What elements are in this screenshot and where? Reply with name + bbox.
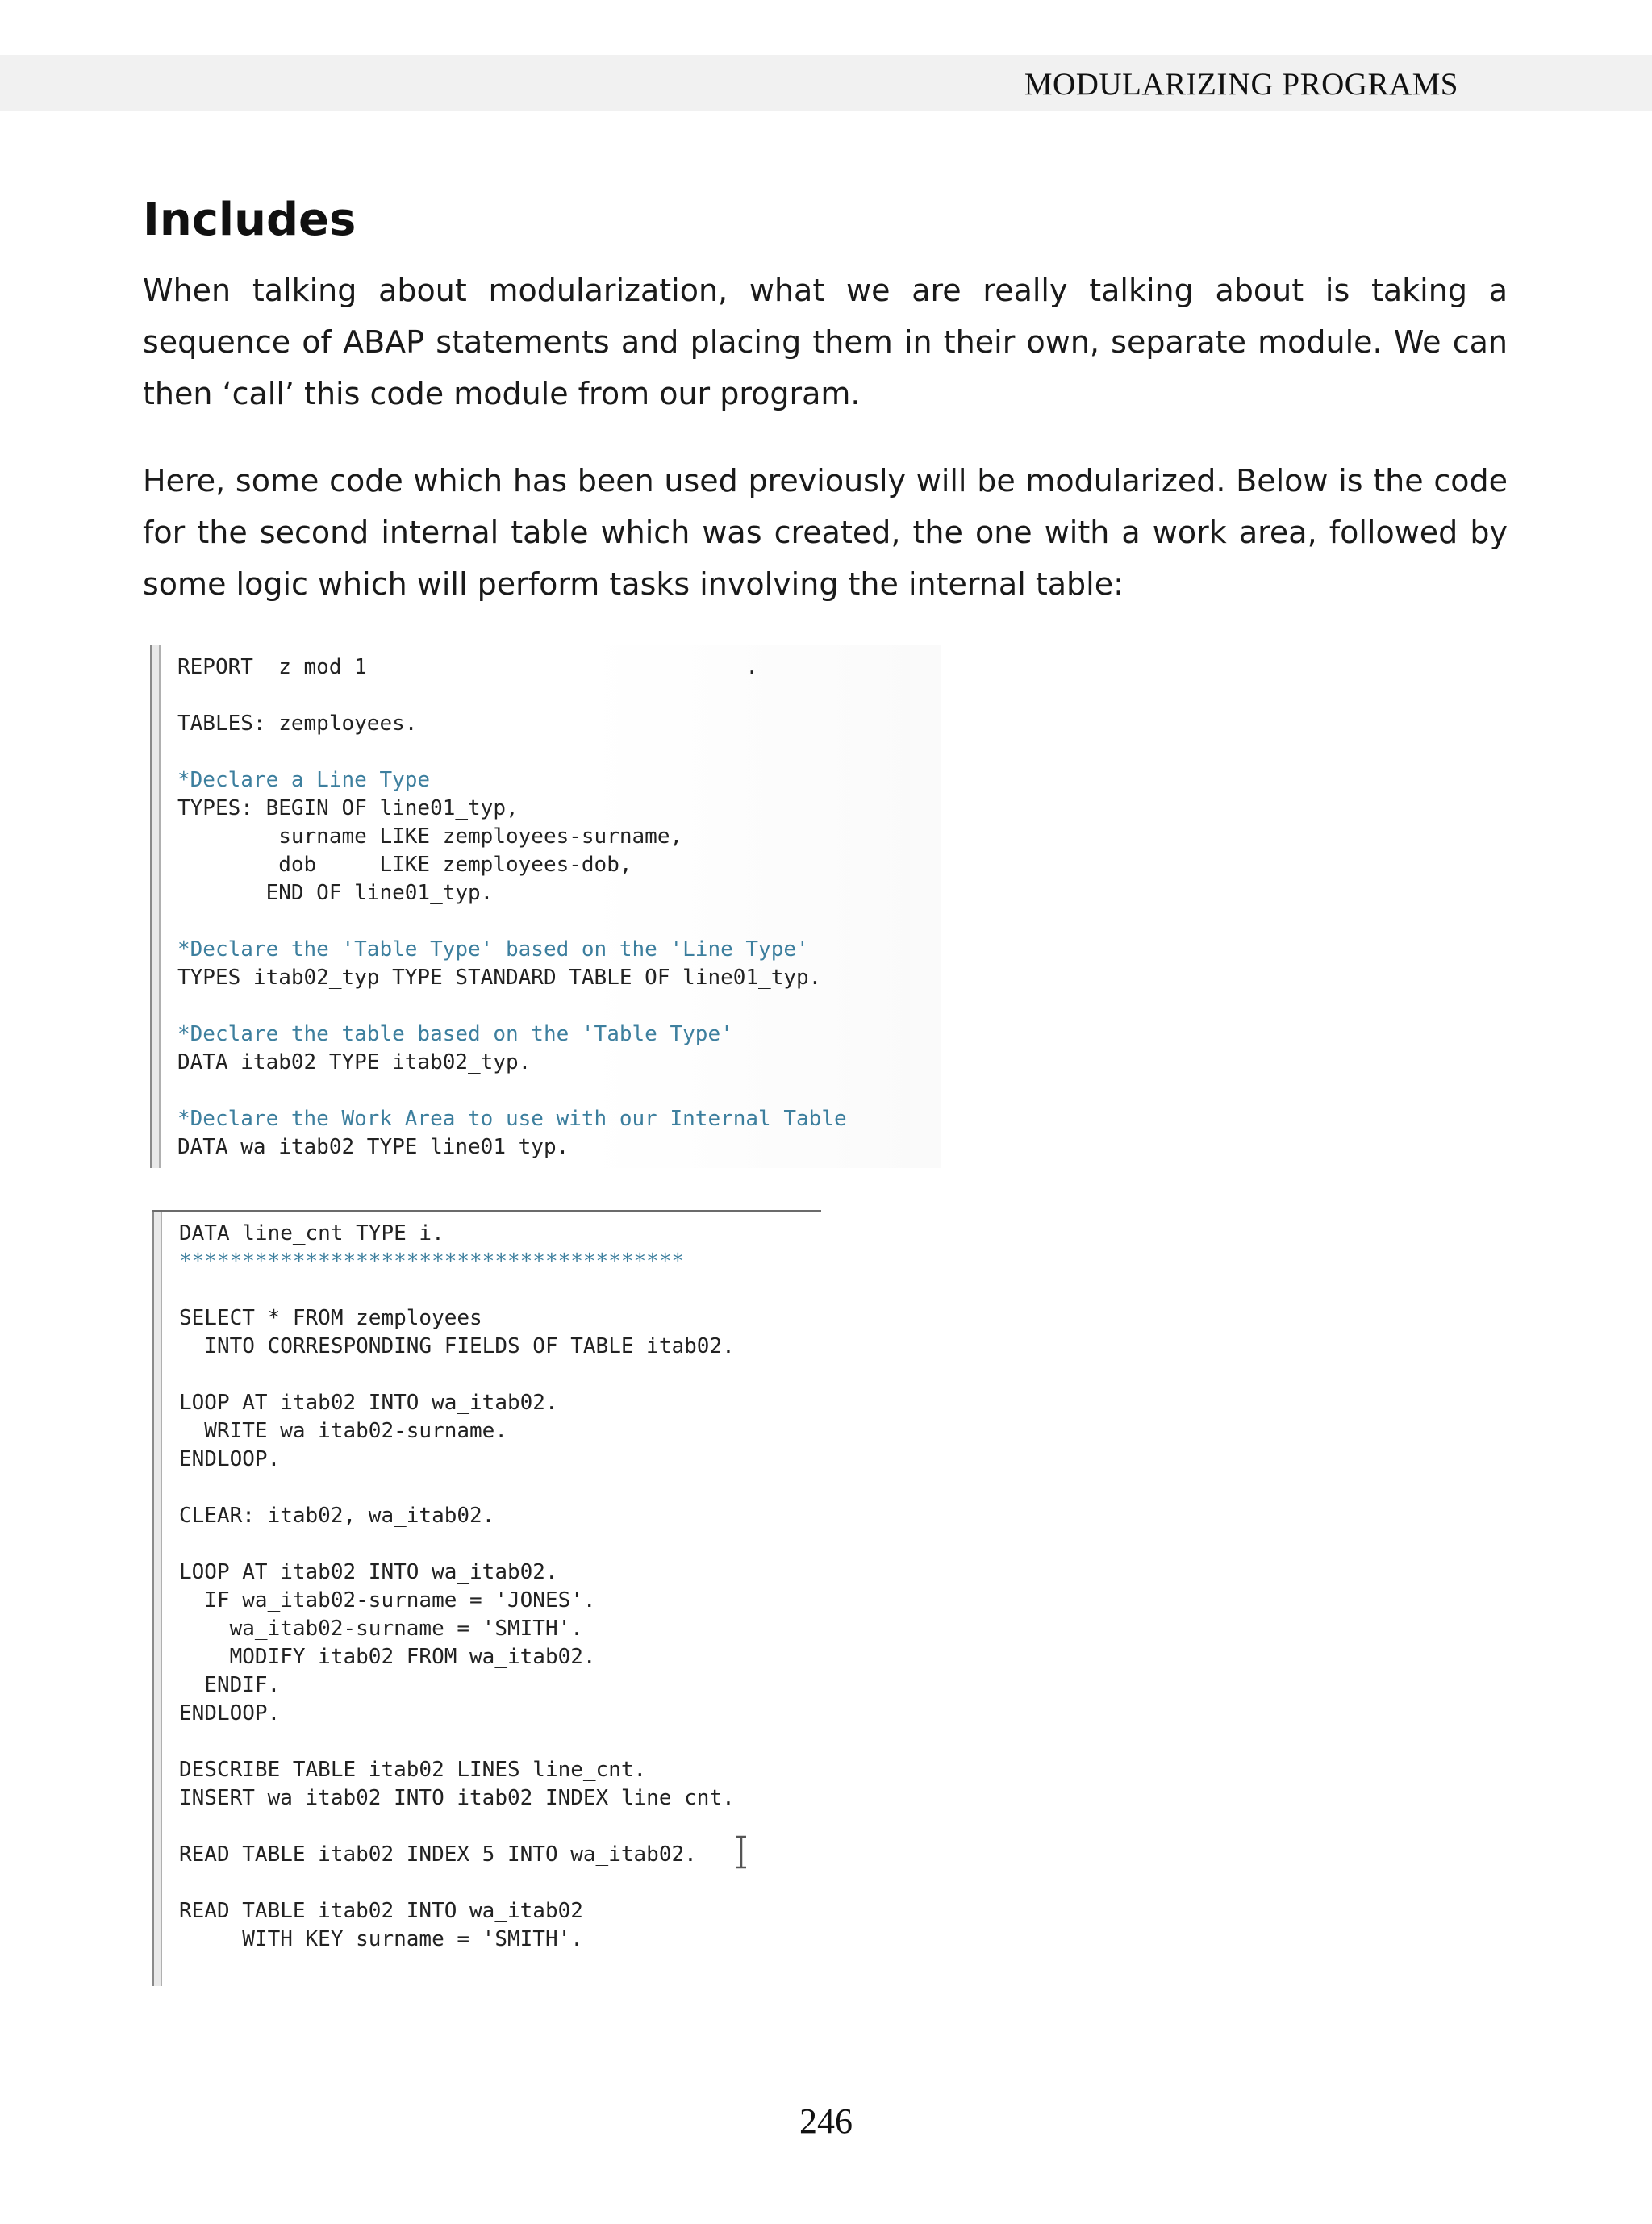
- code-line: TABLES: zemployees.: [177, 711, 418, 736]
- i-beam-cursor-icon: [734, 1835, 749, 1869]
- code-blank-line: [177, 1077, 847, 1105]
- code-listing: [179, 1220, 735, 1954]
- code-line: wa_itab02-surname = 'SMITH'.: [179, 1617, 583, 1641]
- body-paragraph-1: When talking about modularization, what we are really talking about is taking a sequence of ABAP statements and placing them in their own, separate module. We can then ‘call’ this code module from our program.: [143, 273, 1508, 411]
- code-blank-line: [179, 1276, 735, 1304]
- code-line: TYPES itab02_typ TYPE STANDARD TABLE OF line01_typ.: [177, 966, 822, 990]
- code-line: ENDLOOP.: [179, 1447, 281, 1471]
- code-line: CLEAR: itab02, wa_itab02.: [179, 1504, 495, 1528]
- editor-gutter: [150, 645, 161, 1168]
- code-blank-line: [177, 908, 847, 936]
- code-line: END OF line01_typ.: [177, 881, 494, 905]
- editor-gutter: [152, 1212, 162, 1986]
- code-blank-line: [179, 1813, 735, 1841]
- running-head: MODULARIZING PROGRAMS: [1024, 67, 1458, 102]
- code-blank-line: [177, 992, 847, 1020]
- code-line: DATA line_cnt TYPE i.: [179, 1221, 444, 1246]
- code-comment-line: *Declare a Line Type: [177, 768, 431, 792]
- code-line: WITH KEY surname = 'SMITH'.: [179, 1927, 583, 1951]
- code-comment-line: ****************************************: [179, 1250, 685, 1274]
- code-line: DATA itab02 TYPE itab02_typ.: [177, 1050, 532, 1074]
- code-line: surname LIKE zemployees-surname,: [177, 824, 683, 849]
- code-line: MODIFY itab02 FROM wa_itab02.: [179, 1645, 596, 1669]
- code-blank-line: [179, 1869, 735, 1897]
- code-line: dob LIKE zemployees-dob,: [177, 853, 632, 877]
- page-number: 246: [799, 2101, 853, 2141]
- code-line: LOOP AT itab02 INTO wa_itab02.: [179, 1560, 558, 1584]
- body-paragraph-2: Here, some code which has been used previously will be modularized. Below is the code for the second internal table which was created, the one with a work area, followed by some logic which will perform tasks involving the internal table:: [143, 463, 1508, 602]
- code-line: IF wa_itab02-surname = 'JONES'.: [179, 1588, 596, 1613]
- code-line: WRITE wa_itab02-surname.: [179, 1419, 507, 1443]
- code-blank-line: [177, 738, 847, 766]
- code-line: ENDLOOP.: [179, 1701, 281, 1725]
- code-screenshot-declarations: [150, 645, 941, 1168]
- code-comment-line: *Declare the 'Table Type' based on the 'Line Type': [177, 937, 809, 962]
- code-comment-line: *Declare the Work Area to use with our Internal Table: [177, 1107, 847, 1131]
- code-line: SELECT * FROM zemployees: [179, 1306, 482, 1330]
- code-listing: [177, 653, 847, 1162]
- code-line: DESCRIBE TABLE itab02 LINES line_cnt.: [179, 1758, 647, 1782]
- code-line: INSERT wa_itab02 INTO itab02 INDEX line_cnt.: [179, 1786, 735, 1810]
- code-screenshot-logic: [152, 1210, 821, 1986]
- code-line: READ TABLE itab02 INDEX 5 INTO wa_itab02.: [179, 1842, 697, 1867]
- code-line: DATA wa_itab02 TYPE line01_typ.: [177, 1135, 569, 1159]
- code-blank-line: [179, 1361, 735, 1389]
- code-line: REPORT z_mod_1 .: [177, 655, 759, 679]
- code-blank-line: [177, 682, 847, 710]
- section-title: Includes: [143, 194, 357, 246]
- code-line: LOOP AT itab02 INTO wa_itab02.: [179, 1391, 558, 1415]
- code-line: INTO CORRESPONDING FIELDS OF TABLE itab02.: [179, 1334, 735, 1358]
- code-blank-line: [179, 1530, 735, 1558]
- code-comment-line: *Declare the table based on the 'Table Type': [177, 1022, 733, 1046]
- code-blank-line: [179, 1474, 735, 1502]
- code-line: ENDIF.: [179, 1673, 281, 1697]
- code-line: TYPES: BEGIN OF line01_typ,: [177, 796, 519, 820]
- code-blank-line: [179, 1728, 735, 1756]
- code-line: READ TABLE itab02 INTO wa_itab02: [179, 1899, 583, 1923]
